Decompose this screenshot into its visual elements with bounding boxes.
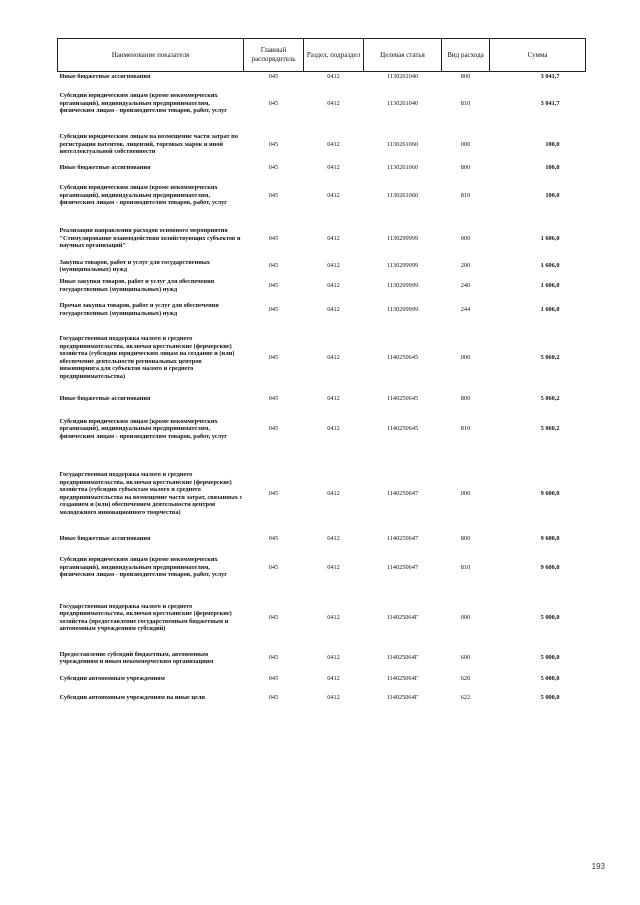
cell-indicator-name [58,685,244,711]
cell-sum-value: 1 606,0 [540,262,560,270]
table-row [58,544,586,592]
table-row [58,322,586,394]
cell-indicator-name [58,274,244,298]
cell-expense-type: 000 [460,613,471,621]
cell-chief-manager: 045 [268,534,279,542]
cell-target-article: 1140250645 [386,353,419,361]
cell-chief-manager: 045 [268,489,279,497]
cell-indicator-name [58,592,244,644]
indicator-text: Иные бюджетные ассигнования [59,534,151,542]
cell-expense-type: 620 [460,674,471,682]
cell-sum-value: 5 060,2 [540,353,560,361]
indicator-text: Субсидии автономным учреждениям на иные цели [59,693,205,701]
cell-section-code: 0412 [327,425,340,433]
cell-target-article: 1130261040 [386,99,419,107]
cell-indicator-name [58,405,244,454]
cell-chief-manager: 045 [268,234,279,242]
budget-table [57,38,586,711]
cell-target-article: 1130261060 [386,163,419,171]
cell-indicator-name [58,673,244,685]
cell-expense-type: 000 [460,353,471,361]
cell-target-article: 1130261060 [386,191,419,199]
indicator-text: Иные бюджетные ассигнования [59,395,151,403]
cell-expense-type: 244 [460,305,471,313]
table-row [58,534,586,544]
cell-section-code: 0412 [327,613,340,621]
table-row [58,394,586,405]
cell-target-article: 1130299999 [386,234,419,242]
cell-section-code: 0412 [327,395,340,403]
cell-chief-manager: 045 [268,163,279,171]
cell-expense-type: 622 [460,693,471,701]
indicator-text: Иные бюджетные ассигнования [59,163,151,171]
cell-chief-manager: 045 [268,191,279,199]
cell-indicator-name [58,394,244,405]
cell-expense-type: 810 [460,425,471,433]
table-row [58,274,586,298]
cell-chief-manager: 045 [268,563,279,571]
cell-chief-manager: 045 [268,99,279,107]
cell-section-code: 0412 [327,489,340,497]
indicator-text: Субсидии юридическим лицам на возмещение части затрат по регистрации патентов, лицензий, торговых марок и иной интеллектуальной собственности [59,133,238,156]
cell-expense-type: 800 [460,72,471,80]
cell-section-code: 0412 [327,305,340,313]
cell-target-article: 1140250645 [386,425,419,433]
cell-section-code: 0412 [327,281,340,289]
cell-target-article: 114025064Г [386,654,419,662]
cell-chief-manager: 045 [268,674,279,682]
indicator-text: Государственная поддержка малого и среднего предпринимательства, включая крестьянские (фермерские) хозяйства (предоставление государственным бюджетным и автономным учреждениям субсидий) [59,602,232,632]
header-sum: Сумма [490,39,586,72]
table-row [58,298,586,322]
cell-indicator-name [58,644,244,673]
cell-chief-manager: 045 [268,305,279,313]
table-row [58,173,586,219]
table-header [58,39,586,72]
cell-target-article: 114025064Г [386,674,419,682]
header-row [58,39,586,72]
indicator-text: Государственная поддержка малого и среднего предпринимательства, включая крестьянские (фермерские) хозяйства (субсидии субъектам малого и среднего предпринимательства на возмещение части затрат, связанных с созданием и (или) обеспечением деятельности центров молодежного инновационного творчества) [59,471,243,516]
cell-indicator-name [58,298,244,322]
cell-section-code: 0412 [327,140,340,148]
cell-sum-value: 5 000,0 [540,613,560,621]
cell-indicator-name [58,163,244,173]
cell-expense-type: 000 [460,140,471,148]
cell-chief-manager: 045 [268,281,279,289]
table-row [58,259,586,274]
cell-sum-value: 3 041,7 [540,99,560,107]
indicator-text: Иные закупки товаров, работ и услуг для обеспечения государственных (муниципальных) нужд [59,278,215,293]
table-row [58,127,586,163]
cell-chief-manager: 045 [268,262,279,270]
cell-section-code: 0412 [327,163,340,171]
cell-sum-value: 9 600,0 [540,489,560,497]
indicator-text: Субсидии юридическим лицам (кроме некоммерческих организаций), индивидуальным предпринимателям, физическим лицам - производителям товаров, работ, услуг [59,556,228,579]
cell-sum-value: 9 600,0 [540,563,560,571]
cell-section-code: 0412 [327,191,340,199]
cell-sum-value: 9 600,0 [540,534,560,542]
cell-chief-manager: 045 [268,353,279,361]
table-row [58,673,586,685]
cell-sum-value: 5 000,0 [540,693,560,701]
header-target-article: Целевая статья [364,39,442,72]
cell-indicator-name [58,219,244,259]
cell-sum-value: 1 606,0 [540,234,560,242]
cell-sum-value: 100,0 [545,140,560,148]
cell-sum-value: 100,0 [545,163,560,171]
cell-indicator-name [58,81,244,127]
cell-indicator-name [58,454,244,534]
header-expense-type: Вид расхода [442,39,490,72]
indicator-text: Субсидии юридическим лицам (кроме некоммерческих организаций), индивидуальным предпринимателям, физическим лицам - производителям товаров, работ, услуг [59,92,228,115]
cell-expense-type: 810 [460,191,471,199]
cell-indicator-name [58,259,244,274]
table-row [58,81,586,127]
cell-sum-value: 3 041,7 [540,72,560,80]
table-body [58,72,586,711]
cell-target-article: 1140250647 [386,489,419,497]
cell-sum-value: 5 060,2 [540,425,560,433]
cell-chief-manager: 045 [268,140,279,148]
cell-indicator-name [58,173,244,219]
cell-expense-type: 000 [460,489,471,497]
cell-target-article: 1130261060 [386,140,419,148]
cell-target-article: 1130299999 [386,305,419,313]
cell-sum-value: 1 606,0 [540,305,560,313]
cell-section-code: 0412 [327,72,340,80]
cell-target-article: 1140250645 [386,395,419,403]
cell-section-code: 0412 [327,693,340,701]
cell-target-article: 114025064Г [386,693,419,701]
budget-table-sheet [57,38,585,711]
cell-expense-type: 600 [460,654,471,662]
table-row [58,685,586,711]
cell-section-code: 0412 [327,99,340,107]
cell-section-code: 0412 [327,563,340,571]
cell-expense-type: 200 [460,262,471,270]
cell-indicator-name [58,322,244,394]
cell-chief-manager: 045 [268,654,279,662]
indicator-text: Иные бюджетные ассигнования [59,72,151,80]
page-number: 193 [591,862,605,871]
cell-section-code: 0412 [327,262,340,270]
table-row [58,454,586,534]
cell-target-article: 1130299999 [386,262,419,270]
cell-chief-manager: 045 [268,425,279,433]
table-row [58,219,586,259]
table-row [58,592,586,644]
cell-chief-manager: 045 [268,72,279,80]
cell-indicator-name [58,127,244,163]
header-indicator-name: Наименование показателя [58,39,244,72]
cell-section-code: 0412 [327,534,340,542]
cell-chief-manager: 045 [268,613,279,621]
cell-section-code: 0412 [327,654,340,662]
cell-indicator-name [58,72,244,81]
cell-expense-type: 810 [460,563,471,571]
cell-expense-type: 800 [460,395,471,403]
indicator-text: Прочая закупка товаров, работ и услуг для обеспечения государственных (муниципальных) нужд [59,302,219,317]
table-row [58,163,586,173]
indicator-text: Предоставление субсидий бюджетным, автономным учреждениям и иным некоммерческим организациям [59,650,214,665]
table-row [58,72,586,81]
cell-target-article: 114025064Г [386,613,419,621]
header-section: Раздел, подраздел [304,39,364,72]
cell-expense-type: 810 [460,99,471,107]
header-chief-manager: Главный распорядитель [244,39,304,72]
table-row [58,644,586,673]
indicator-text: Субсидии юридическим лицам (кроме некоммерческих организаций), индивидуальным предпринимателям, физическим лицам - производителям товаров, работ, услуг [59,417,228,440]
indicator-text: Субсидии юридическим лицам (кроме некоммерческих организаций), индивидуальным предпринимателям, физическим лицам - производителям товаров, работ, услуг [59,184,228,207]
cell-target-article: 1130261040 [386,72,419,80]
cell-sum-value: 5 000,0 [540,654,560,662]
cell-sum-value: 1 606,0 [540,281,560,289]
cell-sum-value: 5 060,2 [540,395,560,403]
cell-expense-type: 000 [460,234,471,242]
cell-expense-type: 240 [460,281,471,289]
cell-target-article: 1130299999 [386,281,419,289]
cell-sum-value: 5 000,0 [540,674,560,682]
cell-sum-value: 100,0 [545,191,560,199]
cell-section-code: 0412 [327,234,340,242]
indicator-text: Реализация направления расходов основного мероприятия "Стимулирование взаимодействия хозяйствующих субъектов и научных организаций" [59,227,241,250]
cell-target-article: 1140250647 [386,534,419,542]
indicator-text: Государственная поддержка малого и среднего предпринимательства, включая крестьянские (фермерские) хозяйства (субсидии юридическим лицам на создание и (или) обеспечение деятельности региональных центров инжиниринга для субъектов малого и среднего предпринимательства) [59,335,235,380]
cell-expense-type: 800 [460,534,471,542]
cell-target-article: 1140250647 [386,563,419,571]
indicator-text: Субсидии автономным учреждениям [59,674,165,682]
cell-chief-manager: 045 [268,693,279,701]
table-row [58,405,586,454]
cell-indicator-name [58,544,244,592]
cell-indicator-name [58,534,244,544]
cell-section-code: 0412 [327,674,340,682]
cell-expense-type: 800 [460,163,471,171]
cell-chief-manager: 045 [268,395,279,403]
cell-section-code: 0412 [327,353,340,361]
indicator-text: Закупка товаров, работ и услуг для государственных (муниципальных) нужд [59,258,210,273]
